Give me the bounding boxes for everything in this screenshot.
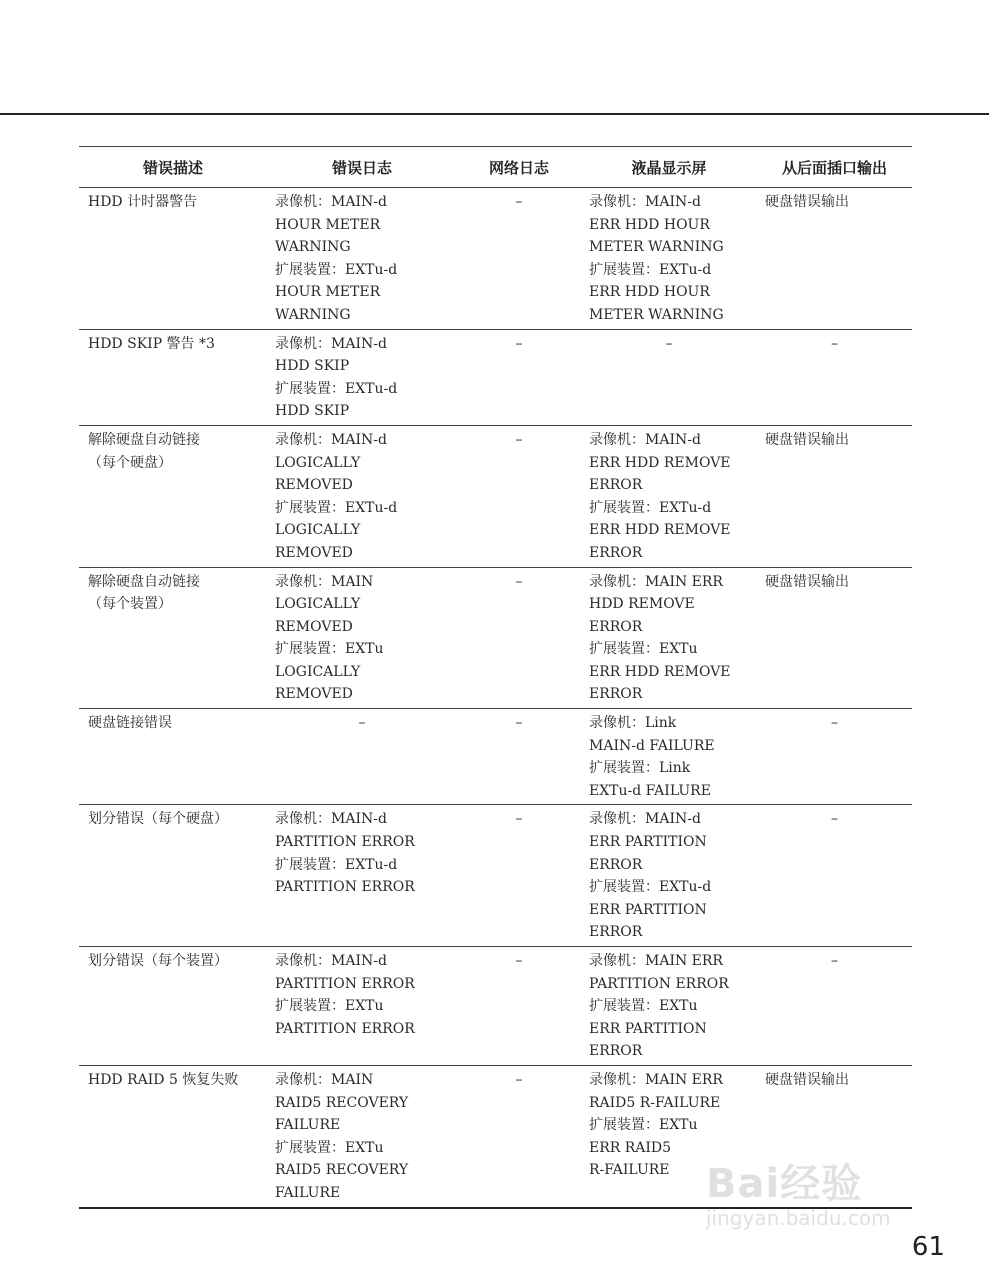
error-table-container (79, 146, 912, 1209)
table-row (79, 567, 912, 709)
cell-line: 扩展装置：EXTu (589, 998, 698, 1015)
cell-network-log (457, 1065, 581, 1207)
cell-network-log (457, 329, 581, 425)
table-row (79, 709, 912, 805)
cell-line: ERR HDD REMOVE (589, 663, 731, 680)
table-row (79, 188, 912, 330)
cell-line: 扩展装置：EXTu (589, 1117, 698, 1134)
cell-description (79, 805, 267, 947)
cell-line: 扩展装置：EXTu-d (275, 856, 398, 873)
cell-line: 录像机：MAIN-d (275, 811, 387, 828)
cell-line: 硬盘错误输出 (765, 573, 849, 590)
cell-line: HDD RAID 5 恢复失败 (88, 1071, 239, 1088)
watermark-url: jingyan.baidu.com (706, 1206, 891, 1230)
cell-line: ERR HDD REMOVE (589, 454, 731, 471)
cell-line: R-FAILURE (589, 1162, 670, 1179)
header-rear-output: 从后面插口输出 (757, 147, 912, 188)
cell-line: RAID5 RECOVERY (275, 1162, 409, 1179)
cell-line: REMOVED (275, 477, 353, 494)
cell-line: METER WARNING (589, 306, 724, 323)
cell-line: ERROR (589, 544, 643, 561)
error-table (79, 146, 912, 1209)
cell-description (79, 1065, 267, 1207)
cell-network-log (457, 947, 581, 1066)
cell-line: LOGICALLY (275, 454, 361, 471)
cell-line: ERROR (589, 618, 643, 635)
cell-line: – (831, 811, 838, 828)
cell-line: ERR RAID5 (589, 1139, 672, 1156)
cell-line: PARTITION ERROR (275, 879, 415, 896)
cell-rear-output (757, 329, 912, 425)
cell-line: MAIN-d FAILURE (589, 737, 715, 754)
cell-line: 录像机：MAIN-d (275, 431, 387, 448)
cell-description (79, 567, 267, 709)
cell-line: – (515, 811, 523, 828)
cell-lcd-display (581, 709, 757, 805)
cell-line: 扩展装置：EXTu (275, 641, 384, 658)
cell-line: （每个装置） (88, 596, 172, 613)
cell-line: FAILURE (275, 1117, 341, 1134)
cell-line: – (358, 715, 366, 732)
cell-line: PARTITION ERROR (275, 975, 415, 992)
cell-line: 录像机：MAIN ERR (589, 1071, 723, 1088)
cell-line: – (515, 1071, 523, 1088)
cell-error-log (267, 425, 457, 567)
cell-rear-output (757, 805, 912, 947)
cell-lcd-display (581, 947, 757, 1066)
cell-line: REMOVED (275, 618, 353, 635)
header-error-description: 错误描述 (79, 147, 267, 188)
cell-line: 扩展装置：EXTu-d (589, 261, 712, 278)
cell-line: LOGICALLY (275, 596, 361, 613)
cell-line: 录像机：MAIN-d (275, 953, 387, 969)
cell-rear-output (757, 567, 912, 709)
cell-line: 扩展装置：EXTu-d (589, 499, 712, 516)
cell-lcd-display (581, 567, 757, 709)
cell-line: PARTITION ERROR (589, 975, 729, 992)
cell-line: WARNING (275, 239, 351, 256)
cell-line: REMOVED (275, 544, 353, 561)
cell-line: 录像机：MAIN-d (275, 335, 387, 352)
top-rule (0, 113, 989, 115)
cell-line: 扩展装置：EXTu-d (275, 261, 398, 278)
cell-line: HOUR METER (275, 216, 381, 233)
cell-line: – (831, 335, 838, 352)
cell-description (79, 709, 267, 805)
cell-network-log (457, 805, 581, 947)
cell-line: ERROR (589, 477, 643, 494)
cell-line: 硬盘错误输出 (765, 431, 849, 448)
cell-line: ERR PARTITION (589, 1020, 707, 1037)
cell-error-log (267, 947, 457, 1066)
cell-line: 录像机：MAIN-d (589, 811, 701, 828)
cell-line: WARNING (275, 306, 351, 323)
cell-line: ERR PARTITION (589, 834, 707, 851)
cell-line: 扩展装置：EXTu-d (275, 499, 398, 516)
cell-network-log (457, 188, 581, 330)
cell-line: 划分错误（每个硬盘） (88, 811, 228, 828)
cell-line: ERROR (589, 1043, 643, 1060)
cell-lcd-display (581, 188, 757, 330)
cell-line: – (515, 715, 523, 732)
cell-line: ERROR (589, 686, 643, 703)
cell-line: ERR HDD HOUR (589, 216, 710, 233)
cell-line: HDD SKIP 警告 *3 (88, 335, 215, 352)
cell-line: （每个硬盘） (88, 454, 172, 471)
cell-line: 扩展装置：EXTu (275, 1139, 384, 1156)
cell-description (79, 947, 267, 1066)
watermark-logo: Bai经验 (706, 1161, 863, 1207)
cell-line: METER WARNING (589, 239, 724, 256)
cell-line: – (515, 194, 523, 210)
cell-line: 录像机：MAIN-d (589, 194, 701, 210)
cell-error-log (267, 188, 457, 330)
cell-line: 录像机：MAIN ERR (589, 953, 723, 969)
cell-line: LOGICALLY (275, 663, 361, 680)
table-row (79, 805, 912, 947)
cell-line: REMOVED (275, 686, 353, 703)
cell-lcd-display (581, 329, 757, 425)
cell-line: RAID5 RECOVERY (275, 1094, 409, 1111)
cell-line: HOUR METER (275, 284, 381, 301)
cell-line: ERR HDD REMOVE (589, 522, 731, 539)
cell-line: HDD SKIP (275, 403, 350, 420)
cell-line: 扩展装置：Link (589, 760, 691, 777)
table-body (79, 188, 912, 1208)
cell-line: – (515, 431, 523, 448)
cell-line: PARTITION ERROR (275, 1020, 415, 1037)
cell-line: HDD 计时器警告 (88, 194, 198, 210)
cell-line: HDD REMOVE (589, 596, 695, 613)
cell-line: 录像机：MAIN-d (275, 194, 387, 210)
header-network-log: 网络日志 (457, 147, 581, 188)
cell-rear-output (757, 709, 912, 805)
cell-line: 解除硬盘自动链接 (88, 431, 200, 448)
cell-lcd-display (581, 805, 757, 947)
cell-error-log (267, 805, 457, 947)
cell-line: – (831, 715, 838, 732)
cell-line: ERROR (589, 924, 643, 941)
cell-description (79, 329, 267, 425)
cell-network-log (457, 425, 581, 567)
cell-description (79, 188, 267, 330)
cell-line: 录像机：MAIN-d (589, 431, 701, 448)
cell-line: 扩展装置：EXTu-d (589, 879, 712, 896)
cell-network-log (457, 567, 581, 709)
header-lcd-display: 液晶显示屏 (581, 147, 757, 188)
table-header-row (79, 147, 912, 188)
cell-line: 硬盘错误输出 (765, 1071, 849, 1088)
cell-line: 扩展装置：EXTu (275, 998, 384, 1015)
cell-error-log (267, 567, 457, 709)
baidu-watermark (706, 1152, 946, 1242)
cell-line: 扩展装置：EXTu (589, 641, 698, 658)
cell-line: 划分错误（每个装置） (88, 953, 228, 969)
cell-rear-output (757, 425, 912, 567)
cell-line: ERR PARTITION (589, 901, 707, 918)
cell-line: RAID5 R-FAILURE (589, 1094, 721, 1111)
cell-line: 解除硬盘自动链接 (88, 573, 200, 590)
cell-line: HDD SKIP (275, 358, 350, 375)
page-number: 61 (911, 1232, 945, 1262)
cell-line: LOGICALLY (275, 522, 361, 539)
cell-rear-output (757, 947, 912, 1066)
cell-error-log (267, 1065, 457, 1207)
cell-line: 录像机：MAIN (275, 573, 374, 590)
cell-error-log (267, 709, 457, 805)
cell-line: PARTITION ERROR (275, 834, 415, 851)
cell-network-log (457, 709, 581, 805)
cell-line: 录像机：MAIN ERR (589, 573, 723, 590)
cell-line: ERR HDD HOUR (589, 284, 710, 301)
cell-line: 扩展装置：EXTu-d (275, 380, 398, 397)
cell-line: FAILURE (275, 1184, 341, 1201)
cell-line: – (515, 573, 523, 590)
cell-line: – (515, 335, 523, 352)
cell-lcd-display (581, 425, 757, 567)
cell-rear-output (757, 188, 912, 330)
cell-line: 录像机：Link (589, 715, 677, 732)
cell-line: – (515, 953, 523, 969)
table-row (79, 947, 912, 1066)
cell-description (79, 425, 267, 567)
table-row (79, 425, 912, 567)
cell-line: 硬盘链接错误 (88, 715, 172, 732)
cell-line: ERROR (589, 856, 643, 873)
table-row (79, 329, 912, 425)
cell-error-log (267, 329, 457, 425)
cell-line: EXTu-d FAILURE (589, 782, 711, 799)
cell-line: 硬盘错误输出 (765, 194, 849, 210)
header-error-log: 错误日志 (267, 147, 457, 188)
cell-line: – (665, 335, 673, 352)
cell-line: – (831, 953, 838, 969)
cell-line: 录像机：MAIN (275, 1071, 374, 1088)
